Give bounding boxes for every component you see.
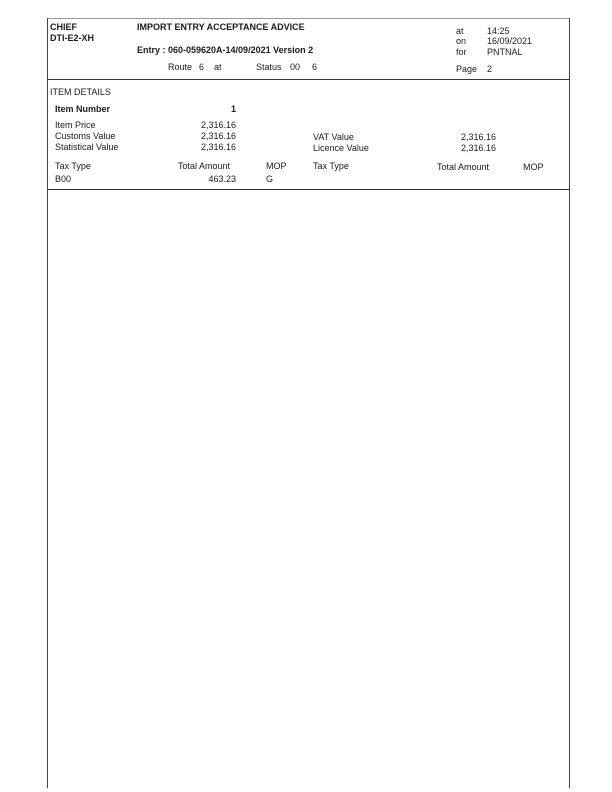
route-label: Route: [168, 62, 193, 72]
page-label: Page: [456, 64, 478, 74]
frame-right-border: [569, 18, 570, 788]
at-value: 14:25: [487, 26, 510, 36]
item-divider: [47, 189, 569, 190]
tax-type-header: Tax Type: [55, 161, 91, 171]
status-value-1: 00: [290, 62, 301, 72]
status-value-2: 6: [312, 62, 318, 72]
header-divider: [47, 79, 569, 80]
vat-value-label: VAT Value: [313, 132, 354, 142]
system-name: CHIEF: [50, 22, 77, 32]
mop-header: MOP: [266, 161, 287, 171]
licence-value-label: Licence Value: [313, 143, 369, 153]
entry-line: Entry : 060-059620A-14/09/2021 Version 2: [137, 45, 314, 55]
route-value: 6: [199, 62, 205, 72]
for-value: PNTNAL: [487, 47, 523, 57]
status-label: Status: [256, 62, 282, 72]
mop-header-2: MOP: [523, 162, 544, 172]
statistical-value-label: Statistical Value: [55, 142, 119, 152]
statistical-value: 2,316.16: [200, 142, 236, 152]
document-title: IMPORT ENTRY ACCEPTANCE ADVICE: [137, 22, 305, 32]
licence-value: 2,316.16: [460, 143, 496, 153]
vat-value: 2,316.16: [460, 132, 496, 142]
total-amount-header: Total Amount: [178, 161, 231, 171]
item-price-label: Item Price: [55, 120, 96, 130]
tax-type-header-2: Tax Type: [313, 161, 349, 171]
tax-row-total-amount: 463.23: [208, 174, 236, 184]
on-label: on: [456, 36, 467, 46]
frame-top-border: [47, 18, 569, 19]
route-at-label: at: [214, 62, 222, 72]
on-value: 16/09/2021: [487, 36, 533, 46]
customs-value-label: Customs Value: [55, 131, 116, 141]
system-id: DTI-E2-XH: [50, 33, 95, 43]
frame-left-border: [47, 18, 48, 788]
item-number-value: 1: [230, 104, 236, 114]
page-number: 2: [487, 64, 493, 74]
section-title: ITEM DETAILS: [50, 87, 111, 97]
item-price-value: 2,316.16: [200, 120, 236, 130]
tax-row-tax-type: B00: [55, 174, 72, 184]
tax-row-mop: G: [266, 174, 274, 184]
item-number-label: Item Number: [55, 104, 111, 114]
customs-value: 2,316.16: [200, 131, 236, 141]
at-label: at: [456, 26, 464, 36]
total-amount-header-2: Total Amount: [437, 162, 490, 172]
for-label: for: [456, 47, 467, 57]
